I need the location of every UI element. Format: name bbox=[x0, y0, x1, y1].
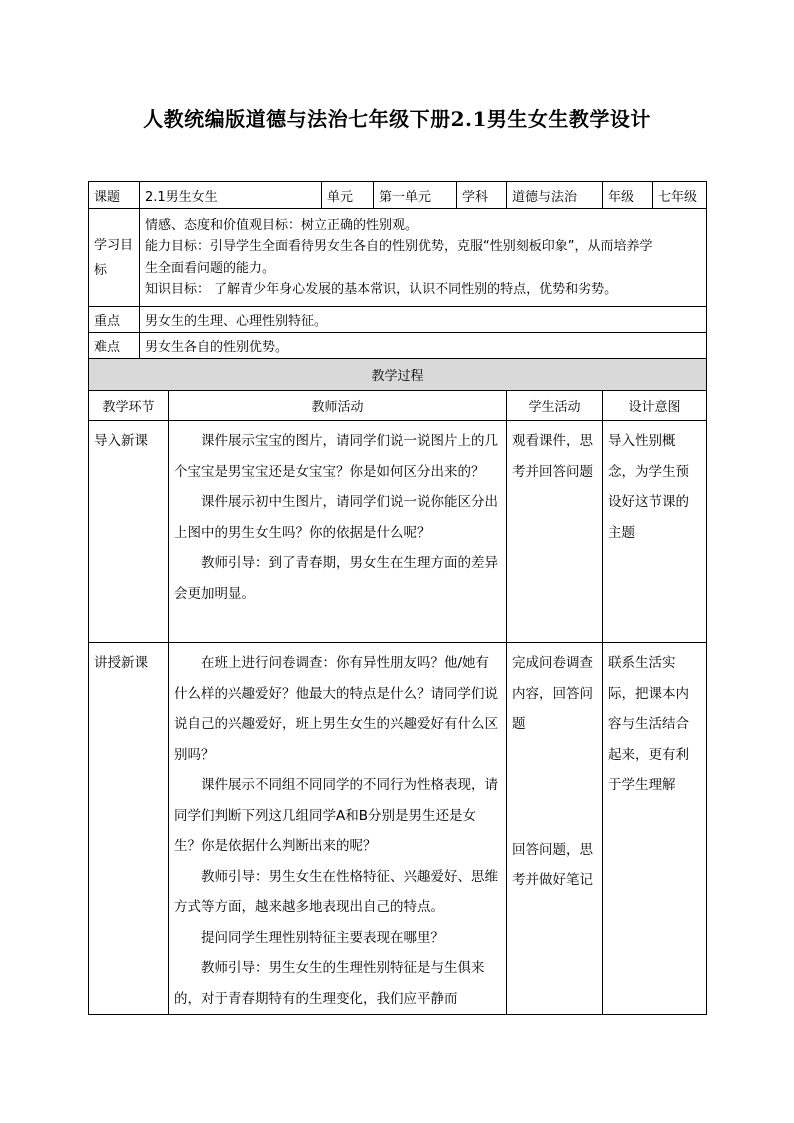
design-intent-new-lesson: 联系生活实际，把课本内容与生活结合起来，更有利于学生理解 bbox=[603, 643, 707, 1015]
col-teacher: 教师活动 bbox=[169, 391, 507, 421]
objectives-label: 学习目标 bbox=[89, 209, 140, 307]
teacher-paragraph: 教师引导：男生女生的生理性别特征是与生俱来的，对于青春期特有的生理变化，我们应平静而 bbox=[174, 960, 485, 1007]
course-label: 课题 bbox=[89, 182, 140, 209]
teacher-paragraph: 教师引导：男生女生在性格特征、兴趣爱好、思维方式等方面，越来越多地表现出自己的特点。 bbox=[174, 868, 498, 915]
difficulty-row bbox=[89, 333, 707, 359]
student-activity-intro bbox=[507, 421, 603, 643]
process-columns-row bbox=[89, 391, 707, 421]
process-row-intro bbox=[89, 421, 707, 643]
objective-ability: 能力目标：引导学生全面看待男女生各自的性别优势，克服“性别刻板印象”，从而培养学 bbox=[145, 239, 653, 254]
col-intent: 设计意图 bbox=[603, 391, 707, 421]
student-paragraph: 观看课件，思考并回答问题 bbox=[512, 433, 593, 480]
objective-ability-cont: 生全面看问题的能力。 bbox=[145, 260, 276, 276]
student-paragraph: 回答问题，思考并做好笔记 bbox=[512, 841, 593, 888]
student-activity-new-lesson bbox=[507, 643, 603, 1015]
grade-value: 七年级 bbox=[653, 182, 707, 209]
teacher-paragraph: 在班上进行问卷调查：你有异性朋友吗？他/她有什么样的兴趣爱好？他最大的特点是什么？请同学们说说自己的兴趣爱好，班上男生女生的兴趣爱好有什么区别吗？ bbox=[174, 655, 498, 763]
unit-label: 单元 bbox=[322, 182, 374, 209]
unit-value: 第一单元 bbox=[374, 182, 457, 209]
process-heading-row bbox=[89, 359, 707, 391]
difficulty-text: 男女生各自的性别优势。 bbox=[140, 333, 707, 359]
key-points-text: 男女生的生理、心理性别特征。 bbox=[140, 307, 707, 333]
teacher-paragraph: 课件展示不同组不同同学的不同行为性格表现，请同学们判断下列这几组同学A和B分别是男生还是女生？你是依据什么判断出来的呢？ bbox=[174, 777, 498, 854]
subject-value: 道德与法治 bbox=[507, 182, 603, 209]
objectives-row bbox=[89, 209, 707, 307]
stage-new-lesson: 讲授新课 bbox=[89, 643, 169, 1015]
grade-label: 年级 bbox=[603, 182, 653, 209]
student-paragraph: 完成问卷调查内容，回答问题 bbox=[512, 655, 593, 732]
teacher-activity-new-lesson bbox=[169, 643, 507, 1015]
teacher-activity-intro bbox=[169, 421, 507, 643]
course-value: 2.1男生女生 bbox=[140, 182, 322, 209]
teacher-paragraph: 教师引导：到了青春期，男女生在生理方面的差异会更加明显。 bbox=[174, 555, 498, 602]
stage-intro: 导入新课 bbox=[89, 421, 169, 643]
teacher-paragraph: 提问同学生理性别特征主要表现在哪里？ bbox=[201, 929, 444, 946]
design-intent-intro: 导入性别概念，为学生预设好这节课的主题 bbox=[603, 421, 707, 643]
teacher-paragraph: 课件展示初中生图片，请同学们说一说你能区分出上图中的男生女生吗？你的依据是什么呢？ bbox=[174, 494, 498, 541]
lesson-plan-table bbox=[88, 181, 707, 1015]
teacher-paragraph: 课件展示宝宝的图片，请同学们说一说图片上的几个宝宝是男宝宝还是女宝宝？你是如何区分出来的？ bbox=[174, 433, 498, 480]
info-row bbox=[89, 182, 707, 209]
process-heading: 教学过程 bbox=[89, 359, 707, 391]
difficulty-label: 难点 bbox=[89, 333, 140, 359]
document-title: 人教统编版道德与法治七年级下册2.1男生女生教学设计 bbox=[143, 107, 651, 131]
subject-label: 学科 bbox=[457, 182, 507, 209]
key-points-label: 重点 bbox=[89, 307, 140, 333]
process-row-new-lesson bbox=[89, 643, 707, 1015]
objective-emotion: 情感、态度和价值观目标：树立正确的性别观。 bbox=[145, 217, 419, 233]
col-student: 学生活动 bbox=[507, 391, 603, 421]
key-points-row bbox=[89, 307, 707, 333]
col-stage: 教学环节 bbox=[89, 391, 169, 421]
objectives-content bbox=[140, 209, 707, 307]
objective-knowledge: 知识目标： 了解青少年身心发展的基本常识，认识不同性别的特点，优势和劣势。 bbox=[145, 282, 618, 297]
